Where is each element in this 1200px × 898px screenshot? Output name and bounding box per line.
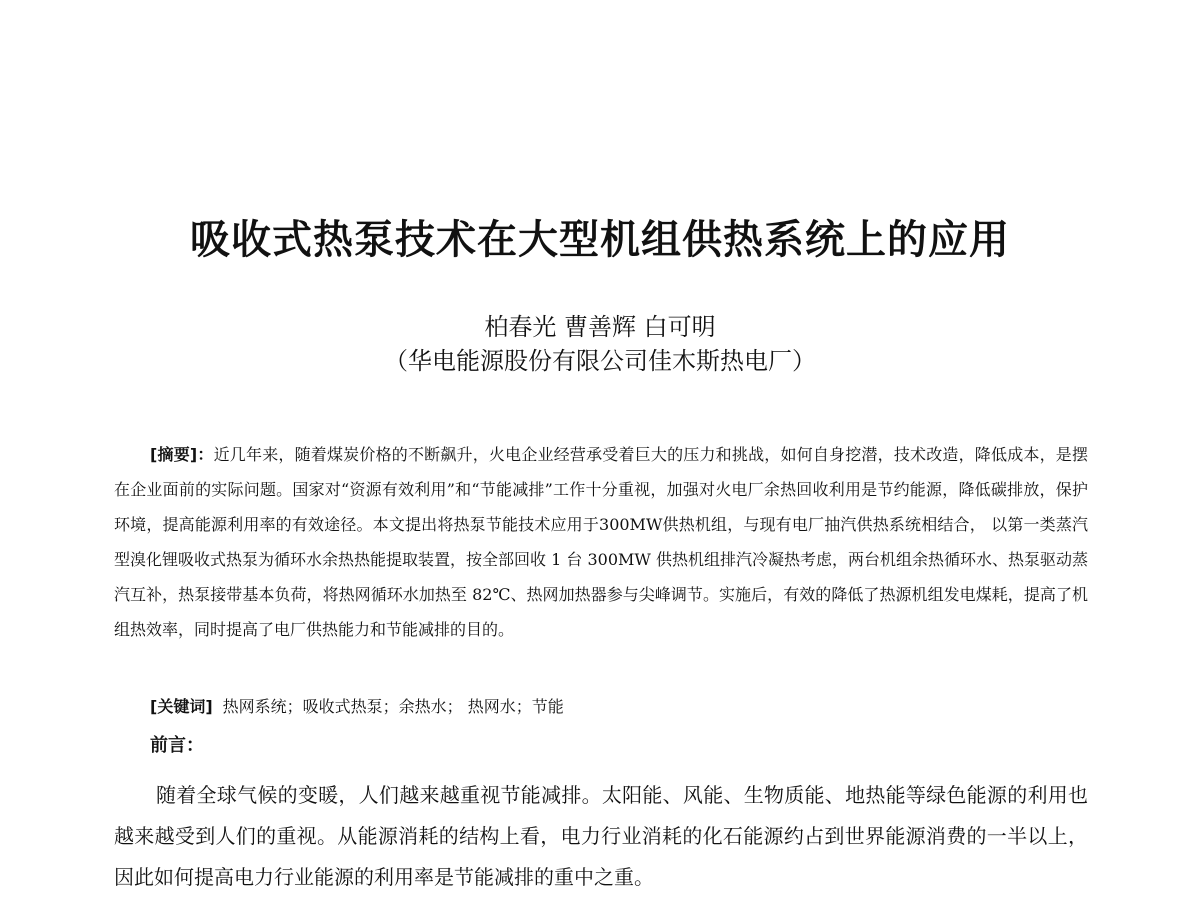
- paper-title: 吸收式热泵技术在大型机组供热系统上的应用: [190, 217, 1010, 263]
- keywords-label: [关键词]: [150, 697, 213, 716]
- abstract-label: [摘要]：: [150, 445, 214, 464]
- keywords-line: [150, 689, 564, 724]
- abstract-text: 近几年来，随着煤炭价格的不断飙升，火电企业经营承受着巨大的压力和挑战，如何自身挖潜，技术改造，降低成本，是摆在企业面前的实际问题。国家对“资源有效利用”和“节能减排”工作十分重视，加强对火电厂余热回收利用是节约能源，降低碳排放，保护环境，提高能源利用率的有效途径。本文提出将热泵节能技术应用于300MW供热机组，与现有电厂抽汽供热系统相结合， 以第一类蒸汽型溴化锂吸收式热泵为循环水余热热能提取装置，按全部回收 1 台 300MW 供热机组排汽冷凝热考虑，两台机组余热循环水、热泵驱动蒸汽互补，热泵接带基本负荷，将热网循环水加热至 82℃、热网加热器参与尖峰调节。实施后，有效的降低了热源机组发电煤耗，提高了机组热效率，同时提高了电厂供热能力和节能减排的目的。: [114, 445, 1088, 639]
- author-list: 柏春光 曹善辉 白可明: [484, 313, 716, 341]
- intro-paragraph: 随着全球气候的变暖，人们越来越重视节能减排。太阳能、风能、生物质能、地热能等绿色能源的利用也越来越受到人们的重视。从能源消耗的结构上看，电力行业消耗的化石能源约占到世界能源消费的一半以上，因此如何提高电力行业能源的利用率是节能减排的重中之重。: [114, 783, 1088, 889]
- preface-heading: 前言：: [150, 735, 204, 756]
- abstract-paragraph: [114, 437, 1088, 647]
- author-affiliation: （华电能源股份有限公司佳木斯热电厂）: [384, 347, 816, 375]
- keywords-text: 热网系统；吸收式热泵；余热水； 热网水；节能: [222, 697, 564, 716]
